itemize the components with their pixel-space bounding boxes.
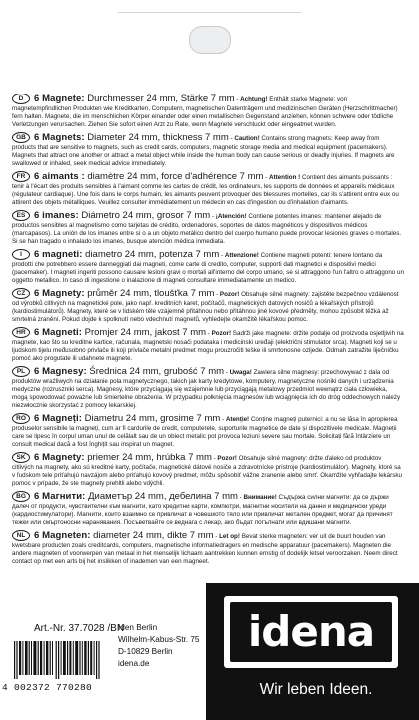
logo-inner xyxy=(230,602,392,662)
lang-warning-label: ¡Atención! xyxy=(215,213,247,221)
lang-spec: Diámetro 24 mm, grosor 7 mm xyxy=(78,210,211,222)
lang-text: Contiene magneti potenti: tenere lontano da prodotti che potrebbero essere danneggiati dai magneti, come carte di credito, computer, supporti dati magnetici e dispositivi medici (pacemaker). I magneti ingeriti possono causare lesioni gravi o mortali all'interno del corpo umano, se si attraggono l'un l'altro o attraggono un oggetto metallico. In caso di ingestione o inalazione di magneti consultare immediatamente un medico. xyxy=(12,252,404,284)
lang-block-gb: GB 6 Magnets: Diameter 24 mm, thickness 7 mm - Caution! Contains strong magnets: Keep away from products that are sensitive to magnets, such as credit cards, computers, magnetic storage media and medical equipment (pacemakers). Magnets that attract one another or attract a metal object while inside the human body can cause serious or deadly injuries. If magnets are swallowed or inhaled, seek medical advice immediately. xyxy=(12,132,395,167)
country-badge: HR xyxy=(12,327,30,338)
lang-warning-label: Внимание! xyxy=(243,494,277,502)
lang-text: Sadrži jake magnete: držite podalje od proizvoda osjetljivih na magnete, kao što su kreditne kartice, računala, magnetski nosači podataka i medicinski uređaji (električni stimulator srca). Magneti koji se u ljudskom tijelu međusobno privlače ili koji privlače metalni predmet mogu prouzročiti teške ili smrtonosne ozljede. Odmah zatražite liječničku pomoć ako progutate ili udahnete magnete. xyxy=(12,330,404,362)
country-badge: CZ xyxy=(12,288,30,299)
lang-block-fr: FR 6 aimants : diamètre 24 mm, force d'adhérence 7 mm - Attention ! Contient des aimants puissants : tenir à l'écart des produits sensibles à l'aimant comme les cartes de crédit, les ordinateurs, les supports de données et appareils médicaux (régulateur cardiaque). Une fois dans le corps humain, les aimants peuvent provoquer des blessures mortelles, car ils s'attirent entre eux ou attirent des objets métalliques. Veuillez consulter immédiatement un médecin en cas d'ingestion ou d'inhalation d'aimants. xyxy=(12,171,399,206)
lang-spec: diametro 24 mm, potenza 7 mm xyxy=(82,249,220,261)
lang-lead: 6 magneti: xyxy=(34,249,83,261)
lang-lead: 6 Magnety: xyxy=(34,288,85,300)
lang-warning-label: Attenzione! xyxy=(224,252,259,260)
lang-lead: 6 Магнити: xyxy=(34,491,86,503)
lang-block-sk: SK 6 Magnety: priemer 24 mm, hrúbka 7 mm - Pozor! Obsahuje silné magnety: držte ďaleko od produktov citlivých na magnety, ako sú kreditné karty, počítače, magnetické dátové nosiče a zdravotnícke prístroje (kardiostimulátor). Magnety, ktoré sa v ľudskom tele príťahujú navzájom alebo priťahujú kovový predmet, môžu spôsobiť vážne zranenie alebo smrť. Okamžite vyhľadajte lekársku pomoc v prípade, že ste magnety prehltli alebo vdýchli. xyxy=(12,452,402,487)
country-badge: D xyxy=(12,94,30,104)
lang-lead: 6 Magnets: xyxy=(34,132,85,144)
lang-spec: Durchmesser 24 mm, Stärke 7 mm xyxy=(84,94,235,105)
lang-warning-label: Pozor! xyxy=(217,455,237,463)
barcode-icon xyxy=(14,641,102,679)
country-badge: GB xyxy=(12,132,30,143)
country-badge: ES xyxy=(12,210,30,221)
lang-block-es: ES 6 imanes: Diámetro 24 mm, grosor 7 mm - ¡Atención! Contiene potentes imanes: mantener alejado de productos sensibles al magnetismo como tarjetas de crédito, ordenadores, soportes de datos magnéticos y dispositivos médicos (marcapasos). La unión de los imanes entre sí o a un objeto metálico dentro del cuerpo humano puede provocar lesiones graves o mortales. Si se han tragado o inhalado los imanes, busque atención médica inmediata. xyxy=(12,210,402,245)
lang-warning-label: Uwaga! xyxy=(229,369,252,377)
lang-block-hr: HR 6 Magneti: Promjer 24 mm, jakost 7 mm - Pozor! Sadrži jake magnete: držite podalje od proizvoda osjetljivih na magnete, kao što su kreditne kartice, računala, magnetski nosači podataka i medicinski uređaji (električni stimulator srca). Magneti koji se u ljudskom tijelu međusobno privlače ili koji privlače metalni predmet mogu prouzročiti teške ili smrtonosne ozljede. Odmah zatražite liječničku pomoć ako progutate ili udahnete magnete. xyxy=(12,327,404,362)
country-badge: FR xyxy=(12,171,30,182)
barcode-digits: 4 002372 770280 xyxy=(2,682,93,693)
lang-block-i: I 6 magneti: diametro 24 mm, potenza 7 mm - Attenzione! Contiene magneti potenti: tenere lontano da prodotti che potrebbero essere danneggiati dai magneti, come carte di credito, computer, supporti dati magnetici e dispositivi medici (pacemaker). I magneti ingeriti possono causare lesioni gravi o mortali all'interno del corpo umano, se si attraggono l'un l'altro o attraggono un oggetto metallico. In caso di ingestione o inalazione di magneti consultare immediatamente un medico. xyxy=(12,249,404,284)
lang-lead: 6 imanes: xyxy=(34,210,79,222)
brand-slogan: Wir leben Ideen. xyxy=(259,681,373,698)
hang-tab-edge xyxy=(118,0,301,13)
lang-lead: 6 Magneten: xyxy=(34,530,91,542)
lang-block-d: D 6 Magnete: Durchmesser 24 mm, Stärke 7 mm - Achtung! Enthält starke Magnete: von magnetempfindlichen Produkten wie Kreditkarten, Computern, magnetischen Datenträgern und medizinischen Geräten (Herzschrittmacher) fern halten. Magnete, die im menschlichen Körper einander oder einen metallischen Gegenstand anziehen, können schwere oder tödliche Verletzungen verursachen. Ziehen Sie sofort einen Arzt zu Rate, wenn Magnete verschluckt oder eingeatmet wurden. xyxy=(12,94,398,128)
lang-text: Obsahuje silné magnety: zajistěte bezpečnou vzdálenost od výrobků citlivých na magnetické pole, jako např. kreditních karet, počítačů, magnetických datových nosičů a lékařských přístrojů (kardiostimulátorů). Magnety, které se v lidském těle vzájemně přitáhnou nebo přitáhnou jiné kovové předměty, mohou způsobit těžká až smrtelná zranění. Pokud dojde k spolknutí nebo vdechnutí magnetů, vyhledejte okamžitě lékařskou pomoc. xyxy=(12,291,399,323)
lang-text: Съдържа силни магнити: да се държи далеч от продукти, чувствителни към магнити, като кредитни карти, компютри, магнитни носители на данни и медицински уреди (кардиостимулатори). Магнити, които взаимно се привличат в човешкото тяло или привличат метален предмет, могат да причинят тежки или смъртоносни наранявания. Посъветвайте се веднага с лекар, ако бъдат погълнати или вдишани магнити. xyxy=(12,494,393,526)
lang-spec: diamètre 24 mm, force d'adhérence 7 mm xyxy=(84,171,264,183)
lang-block-ro: RO 6 Magneți: Diametru 24 mm, grosime 7 mm - Atenție! Conține magneți puternici: a nu se lăsa în apropierea produselor sensibile la magneți, cum ar fi cardurile de credit, computerele, suporturile magnetice de date și dispozitivele medicale. Magneții care se lipesc în corpul uman unul de celălalt sau de un obiect metalic pot provoca leziuni severe sau mortale. Solicitați fără întârziere un consult medical dacă a fost înghițit sau inspirat un magnet. xyxy=(12,413,398,448)
lang-block-bg: BG 6 Магнити: Диаметър 24 mm, дебелина 7 mm - Внимание! Съдържа силни магнити: да се държи далеч от продукти, чувствителни към магнити, като кредитни карти, компютри, магнитни носители на данни и медицински уреди (кардиостимулатори). Магнити, които взаимно се привличат в човешкото тяло или привличат метален предмет, могат да причинят тежки или смъртоносни наранявания. Посъветвайте се веднага с лекар, ако бъдат погълнати или вдишани магнити. xyxy=(12,491,393,526)
country-badge: NL xyxy=(12,530,30,541)
lang-warning-label: Let op! xyxy=(219,533,240,541)
lang-warning-label: Atenție! xyxy=(225,416,250,424)
lang-spec: Promjer 24 mm, jakost 7 mm xyxy=(81,327,207,339)
lang-text: Zawiera silne magnesy: przechowywać z dala od produktów wrażliwych na działanie pola magnetycznego, takich jak karty kredytowe, komputery, magnetyczne nośniki danych i urządzenia medyczne (rozruszniki serca). Magnesy, które przyciągają się wzajemnie lub przyciągają metalowy przedmiot wewnątrz ciała człowieka, mogą spowodować poważne lub śmiertelne obrażenia. W przypadku połknięcia magnesów lub wciągnięcia ich do dróg oddechowych należy niezwłocznie skorzystać z pomocy lekarskiej. xyxy=(12,369,401,409)
brand-logo xyxy=(224,596,398,668)
lang-spec: Диаметър 24 mm, дебелина 7 mm xyxy=(85,491,238,503)
lang-text: Obsahuje silné magnety: držte ďaleko od produktov citlivých na magnety, ako sú kreditné karty, počítače, magnetické dátové nosiče a zdravotnícke prístroje (kardiostimulátor). Magnety, ktoré sa v ľudskom tele príťahujú navzájom alebo priťahujú kovový predmet, môžu spôsobiť vážne zranenie alebo smrť. Okamžite vyhľadajte lekársku pomoc v prípade, že ste magnety prehltli alebo vdýchli. xyxy=(12,455,402,487)
lang-text: Conține magneți puternici: a nu se lăsa în apropierea produselor sensibile la magneți, cum ar fi cardurile de credit, computerele, suporturile magnetice de date și dispozitivele medicale. Magneții care se lipesc în corpul uman unul de celălalt sau de un obiect metalic pot provoca leziuni severe sau mortale. Solicitați fără întârziere un consult medical dacă a fost înghițit sau inspirat un magnet. xyxy=(12,416,398,448)
lang-lead: 6 Magnety: xyxy=(34,452,85,464)
lang-text: Contiene potentes imanes: mantener alejado de productos sensibles al magnetismo como tarjetas de crédito, ordenadores, soportes de datos magnéticos y dispositivos médicos (marcapasos). La unión de los imanes entre sí o a un objeto metálico dentro del cuerpo humano puede provocar lesiones graves o mortales. Si se han tragado o inhalado los imanes, busque atención médica inmediata. xyxy=(12,213,402,245)
lang-warning-label: Caution! xyxy=(234,135,260,143)
warning-text-block xyxy=(12,94,404,618)
country-badge: I xyxy=(12,249,30,260)
country-badge: RO xyxy=(12,413,30,424)
lang-spec: Średnica 24 mm, grubość 7 mm xyxy=(86,366,225,378)
lang-spec: priemer 24 mm, hrúbka 7 mm xyxy=(84,452,212,464)
lang-block-nl: NL 6 Magneten: diameter 24 mm, dikte 7 mm - Let op! Bevat sterke magneten: ver uit de buurt houden van kwetsbare producten zoals creditcards, computers, magnetische informatiedragers en medische apparatuur (pacemakers). Magneten die andere magneten of voorwerpen van metaal in het menselijk lichaam aantrekken kunnen ernstig of dodelijk letsel veroorzaken. Neem direct contact op met een arts bij het inslikken of inademen van een magneet. xyxy=(12,530,398,565)
lang-warning-label: Pozor! xyxy=(219,291,240,299)
article-number: Art.-Nr. 37.7028 /BN xyxy=(34,623,125,634)
address-line: D-10829 Berlin xyxy=(118,647,173,656)
lang-block-pl: PL 6 Magnesy: Średnica 24 mm, grubość 7 mm - Uwaga! Zawiera silne magnesy: przechowywać z dala od produktów wrażliwych na działanie pola magnetycznego, takich jak karty kredytowe, komputery, magnetyczne nośniki danych i urządzenia medyczne (rozruszniki serca). Magnesy, które przyciągają się wzajemnie lub przyciągają metalowy przedmiot wewnątrz ciała człowieka, mogą spowodować poważne lub śmiertelne obrażenia. W przypadku połknięcia magnesów lub wciągnięcia ich do dróg oddechowych należy niezwłocznie skorzystać z pomocy lekarskiej. xyxy=(12,366,401,409)
lang-text: Contains strong magnets: Keep away from products that are sensitive to magnets, such as credit cards, computers, magnetic storage media and medical equipment (pacemakers). Magnets that attract one another or attract a metal object while inside the human body can cause serious or deadly injuries. If magnets are swallowed or inhaled, seek medical advice immediately. xyxy=(12,135,395,167)
lang-spec: diameter 24 mm, dikte 7 mm xyxy=(90,530,214,542)
lang-text: Contient des aimants puissants : tenir à l'écart des produits sensibles à l'aimant comme les cartes de crédit, les ordinateurs, les supports de données et appareils médicaux (régulateur cardiaque). Une fois dans le corps humain, les aimants peuvent provoquer des blessures mortelles, car ils s'attirent entre eux ou attirent des objets métalliques. Veuillez consulter immédiatement un médecin en cas d'ingestion ou d'inhalation d'aimants. xyxy=(12,174,399,206)
lang-lead: 6 Magnete: xyxy=(34,94,85,105)
country-badge: BG xyxy=(12,491,30,502)
country-badge: PL xyxy=(12,366,30,377)
lang-warning-label: Achtung! xyxy=(240,96,268,104)
lang-warning-label: Pozor! xyxy=(211,330,232,338)
lang-lead: 6 Magneti: xyxy=(34,327,82,339)
manufacturer-address xyxy=(118,622,199,670)
lang-text: Bevat sterke magneten: ver uit de buurt houden van kwetsbare producten zoals creditcards, computers, magnetische informatiedragers en medische apparatuur (pacemakers). Magneten die andere magneten of voorwerpen van metaal in het menselijk lichaam aantrekken kunnen ernstig of dodelijk letsel veroorzaken. Neem direct contact op met een arts bij het inslikken of inademen van een magneet. xyxy=(12,533,398,565)
address-line: Iden Berlin xyxy=(118,623,158,632)
address-line: Wilhelm-Kabus-Str. 75 xyxy=(118,635,200,644)
address-line: idena.de xyxy=(118,659,150,668)
lang-spec: Diameter 24 mm, thickness 7 mm xyxy=(84,132,229,144)
lang-warning-label: Attention ! xyxy=(269,174,301,182)
lang-spec: Diametru 24 mm, grosime 7 mm xyxy=(81,413,221,425)
logo-wordmark: idena xyxy=(247,607,375,656)
lang-lead: 6 Magnesy: xyxy=(34,366,87,378)
lang-spec: průměr 24 mm, tloušťka 7 mm xyxy=(84,288,215,300)
lang-lead: 6 Magneți: xyxy=(34,413,82,425)
hang-hole xyxy=(189,26,231,54)
lang-lead: 6 aimants : xyxy=(34,171,85,183)
country-badge: SK xyxy=(12,452,30,463)
lang-block-cz: CZ 6 Magnety: průměr 24 mm, tloušťka 7 mm - Pozor! Obsahuje silné magnety: zajistěte bezpečnou vzdálenost od výrobků citlivých na magnetické pole, jako např. kreditních karet, počítačů, magnetických datových nosičů a lékařských přístrojů (kardiostimulátorů). Magnety, které se v lidském těle vzájemně přitáhnou nebo přitáhnou jiné kovové předměty, mohou způsobit těžká až smrtelná zranění. Pokud dojde k spolknutí nebo vdechnutí magnetů, vyhledejte okamžitě lékařskou pomoc. xyxy=(12,288,399,323)
lang-text: Enthält starke Magnete: von magnetempfindlichen Produkten wie Kreditkarten, Computern, magnetischen Datenträgern und medizinischen Geräten (Herzschrittmacher) fern halten. Magnete, die im menschlichen Körper einander oder einen metallischen Gegenstand anziehen, können schwere oder tödliche Verletzungen verursachen. Ziehen Sie sofort einen Arzt zu Rate, wenn Magnete verschluckt oder eingeatmet wurden. xyxy=(12,96,398,128)
